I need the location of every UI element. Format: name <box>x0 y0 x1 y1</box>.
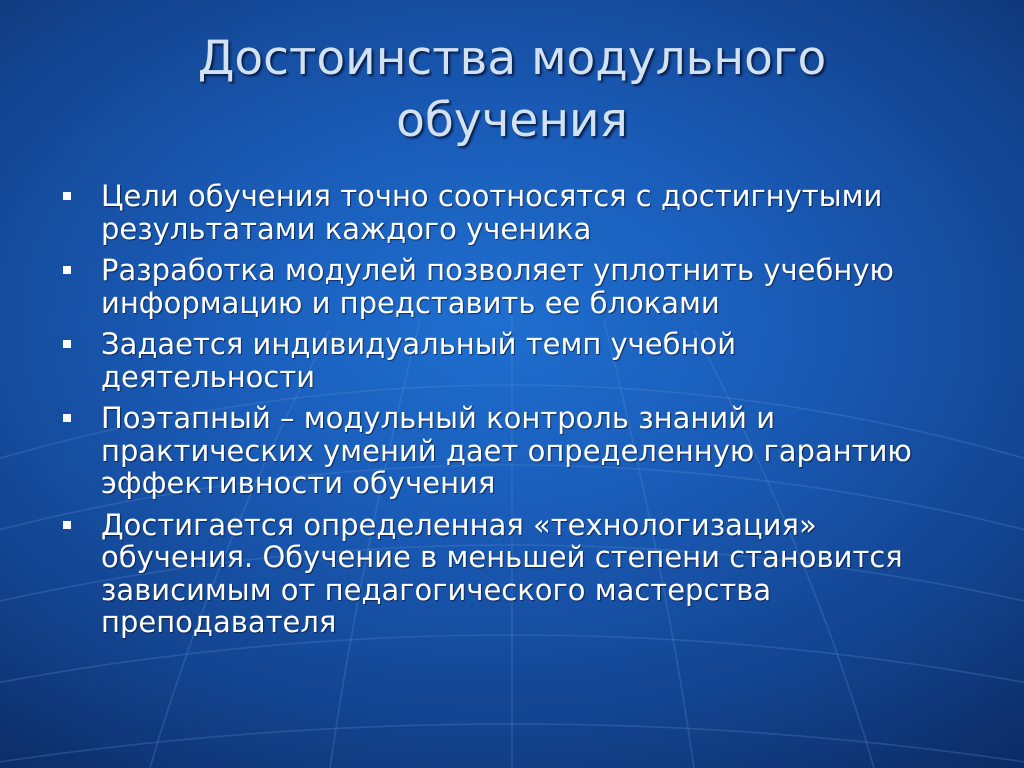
square-bullet-icon <box>63 414 71 422</box>
square-bullet-icon <box>63 521 71 529</box>
bullet-item-3 <box>57 328 957 393</box>
bullet-text-5: Достигается определенная «технологизация» обучения. Обучение в меньшей степени становится зависимым от педагогического мастерства преподавателя <box>101 507 903 639</box>
square-bullet-icon <box>63 266 71 274</box>
bullet-text-4: Поэтапный – модульный контроль знаний и практических умений дает определенную гарантию эффективности обучения <box>101 401 912 500</box>
bullet-item-4 <box>57 402 957 500</box>
bullet-item-5 <box>57 509 957 639</box>
bullet-item-1 <box>57 180 957 245</box>
slide-title <box>0 28 1024 152</box>
slide-title-line-2: обучения <box>396 93 628 148</box>
bullet-text-1: Цели обучения точно соотносятся с достигнутыми результатами каждого ученика <box>101 179 883 246</box>
bullet-text-3: Задается индивидуальный темп учебной деятельности <box>101 327 737 394</box>
square-bullet-icon <box>63 340 71 348</box>
bullet-list <box>57 180 957 639</box>
bullet-item-2 <box>57 254 957 319</box>
slide-title-line-1: Достоинства модульного <box>197 31 827 86</box>
square-bullet-icon <box>63 192 71 200</box>
bullet-text-2: Разработка модулей позволяет уплотнить учебную информацию и представить ее блоками <box>101 253 894 320</box>
